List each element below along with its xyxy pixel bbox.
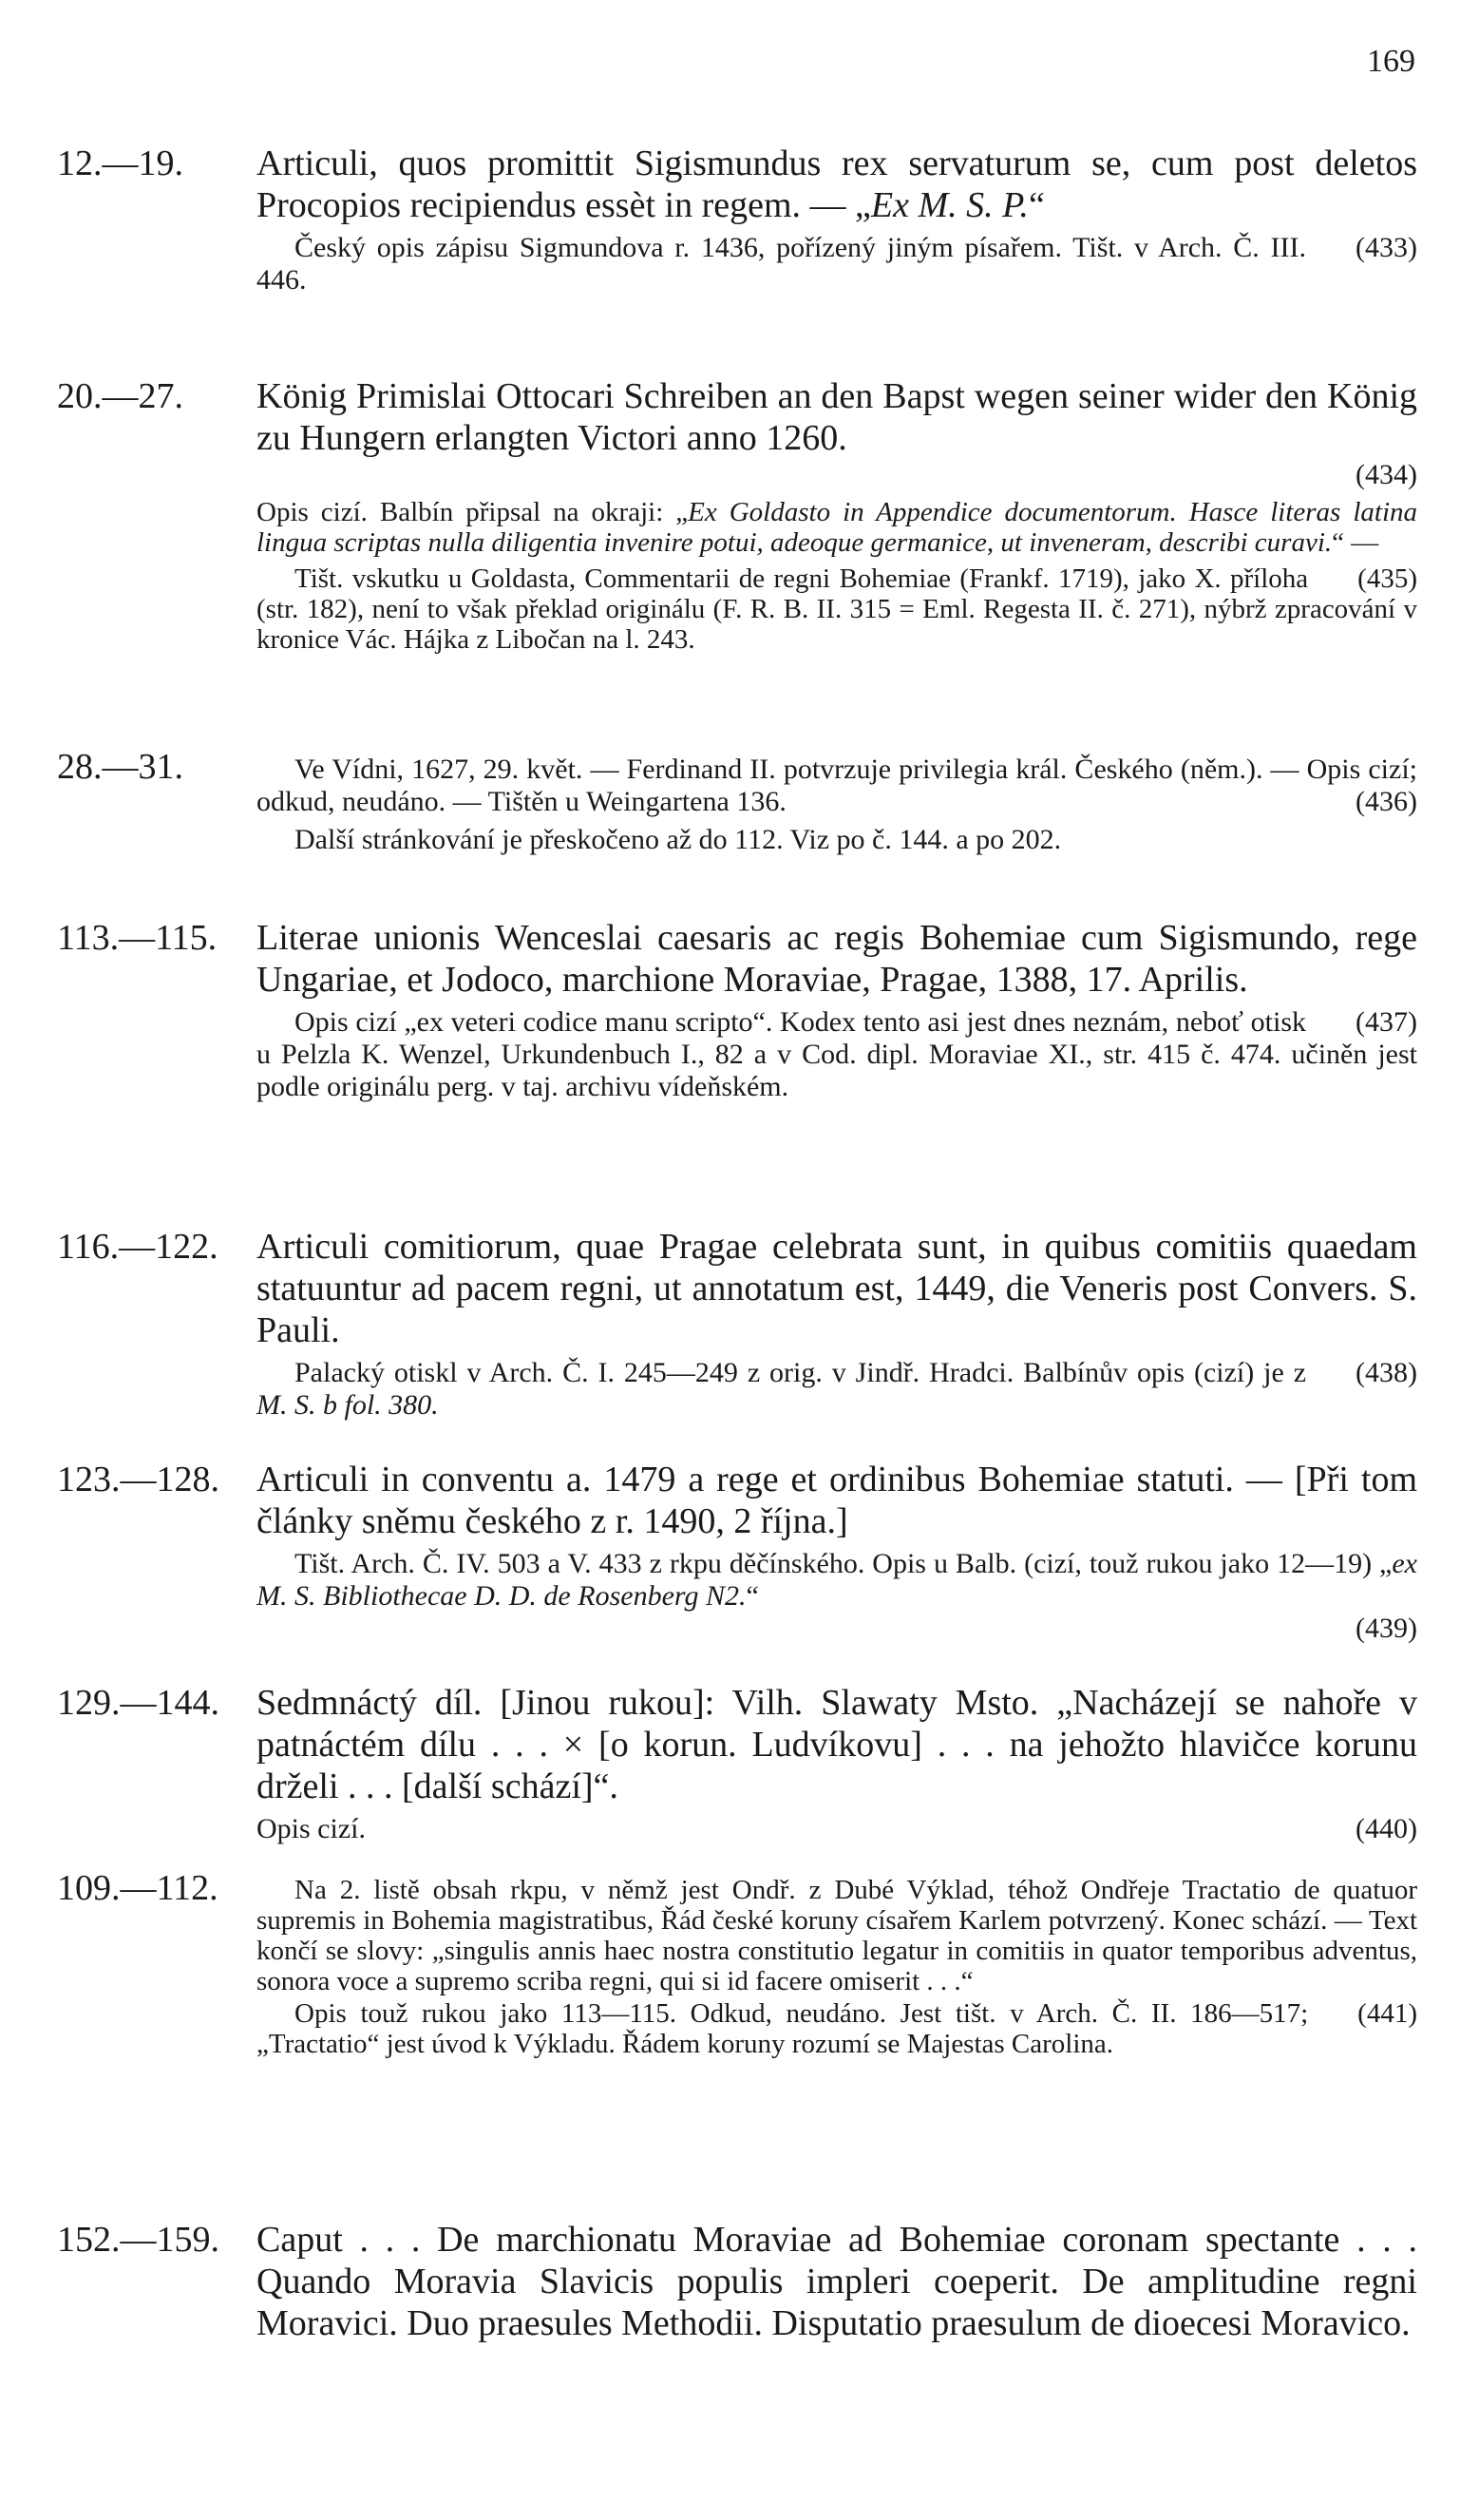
entry-note-2 [256,1998,1417,2059]
entry-number: (440) [1356,1813,1417,1844]
entry-number: (439) [1356,1613,1417,1644]
entry-number: (436) [1356,786,1417,817]
entry-12-19 [57,143,1417,296]
entry-note-2 [256,563,1417,655]
entry-range: 20.—27. [57,376,183,416]
title-quote-end: “ [1028,185,1045,225]
entry-number: (438) [1356,1357,1417,1388]
entry-range: 12.—19. [57,143,183,183]
note-text: Opis cizí. Balbín připsal na okraji: „ [256,497,689,527]
entry-number: (433) [1356,232,1417,263]
entry-109-112 [57,1867,1417,2059]
note-quote-end: “ — [1332,527,1379,558]
note-text-2: Tišt. vskutku u Goldasta, Commentarii de regni Bohemiae (Frankf. 1719), jako X. příloha (str. 182), není to však překlad originálu (F. R. B. II. 315 = Eml. Regesta II. č. 271), nýbrž zpracování v kronice Vác. Hájka z Libočan na l. 243. [256,563,1417,655]
entry-note: Na 2. listě obsah rkpu, v němž jest Ondř. z Dubé Výklad, téhož Ondřeje Tractatio de quatuor supremis in Bohemia magistratibus, Řád české koruny císařem Karlem potvrzený. Konec schází. — Text končí se slovy: „singulis annis haec nostra constitutio legatur in comitiis in quator temporibus adventus, sonora voce a supremo scriba regni, qui si id facere omiserit . . .“ [256,1875,1417,1996]
note-source: M. S. b fol. 380. [256,1389,439,1421]
note-text: Palacký otiskl v Arch. Č. I. 245—249 z orig. v Jindř. Hradci. Balbínův opis (cizí) je z [294,1357,1307,1388]
entry-note [256,1357,1417,1422]
entry-range: 28.—31. [57,747,183,787]
entry-note [256,754,1417,818]
note-text: Opis cizí. [256,1813,366,1844]
entry-116-122 [57,1226,1417,1422]
entry-title: Sedmnáctý díl. [Jinou rukou]: Vilh. Slawaty Msto. „Nacházejí se nahoře v patnáctém dílu . . . × [o korun. Ludvíkovu] . . . na jehožto hlavičce korunu drželi . . . [další schází]“. [256,1683,1417,1806]
note-quote: Ex Goldasto in Appendice documentorum. Hasce literas latina lingua scriptas nulla diligentia invenire potui, adeoque germanice, ut inveneram, describi curavi. [256,497,1418,558]
note-text-2: Opis touž rukou jako 113—115. Odkud, neudáno. Jest tišt. v Arch. Č. II. 186—517; „Tractatio“ jest úvod k Výkladu. Řádem koruny rozumí se Majestas Carolina. [256,1998,1309,2059]
entry-note [256,1813,1417,1845]
entry-range: 129.—144. [57,1683,219,1723]
note-source: ex M. S. Bibliothecae D. D. de Rosenberg N2. [256,1548,1417,1612]
note-text: Opis cizí „ex veteri codice manu scripto“. Kodex tento asi jest dnes neznám, neboť otisk u Pelzla K. Wenzel, Urkundenbuch I., 82 a v Cod. dipl. Moraviae XI., str. 415 č. 474. učiněn jest podle originálu perg. v taj. archivu vídeňském. [256,1006,1417,1102]
entry-129-144 [57,1682,1417,1845]
entry-note [256,1006,1417,1103]
entry-number: (437) [1356,1006,1417,1038]
entry-range: 152.—159. [57,2220,219,2260]
entry-note [256,1548,1417,1613]
entry-range: 109.—112. [57,1868,218,1908]
title-source: Ex M. S. P. [870,185,1029,225]
entry-28-31 [57,746,1417,856]
note-text: Ve Vídni, 1627, 29. květ. — Ferdinand II. potvrzuje privilegia král. Českého (něm.). — Opis cizí; odkud, neudáno. — Tištěn u Weingartena 136. [256,754,1417,817]
note-quote-end: “ [746,1580,759,1612]
page-number: 169 [1367,44,1415,79]
entry-range: 116.—122. [57,1227,218,1267]
entry-title: Caput . . . De marchionatu Moraviae ad Bohemiae coronam spectante . . . Quando Moravia Slavicis populis impleri coeperit. De amplitudine regni Moravici. Duo praesules Methodii. Disputatio praesulum de dioecesi Moravico. [256,2220,1417,2343]
entry-113-115 [57,917,1417,1103]
entry-range: 113.—115. [57,918,218,958]
title-text: Articuli, quos promittit Sigismundus rex servaturum se, cum post deletos Procopios recipiendus essèt in regem. — „ [256,143,1417,225]
entry-152-159 [57,2219,1417,2344]
entry-title: König Primislai Ottocari Schreiben an den Bapst wegen seiner wider den König zu Hungern erlangten Victori anno 1260. [256,376,1417,458]
entry-note-2: Další stránkování je přeskočeno až do 112. Viz po č. 144. a po 202. [294,824,1062,855]
entry-title [256,143,1417,226]
entry-range: 123.—128. [57,1460,219,1499]
entry-123-128 [57,1459,1417,1645]
entry-note [256,232,1417,296]
entry-title: Articuli in conventu a. 1479 a rege et ordinibus Bohemiae statuti. — [Při tom články sněmu českého z r. 1490, 2 října.] [256,1460,1417,1541]
entry-note [256,497,1417,558]
entry-number: (434) [1356,459,1417,490]
entry-number: (441) [1357,1998,1417,2029]
entry-title: Literae unionis Wenceslai caesaris ac regis Bohemiae cum Sigismundo, rege Ungariae, et Jodoco, marchione Moraviae, Pragae, 1388, 17. Aprilis. [256,918,1417,1000]
entry-title: Articuli comitiorum, quae Pragae celebrata sunt, in quibus comitiis quaedam statuuntur ad pacem regni, ut annotatum est, 1449, die Veneris post Convers. S. Pauli. [256,1227,1417,1350]
entry-number-2: (435) [1357,563,1417,594]
note-text: Český opis zápisu Sigmundova r. 1436, pořízený jiným písařem. Tišt. v Arch. Č. III. 446. [256,232,1307,296]
entry-20-27 [57,375,1417,655]
note-text: Tišt. Arch. Č. IV. 503 a V. 433 z rkpu děčínského. Opis u Balb. (cizí, touž rukou jako 12—19) „ [294,1548,1393,1579]
